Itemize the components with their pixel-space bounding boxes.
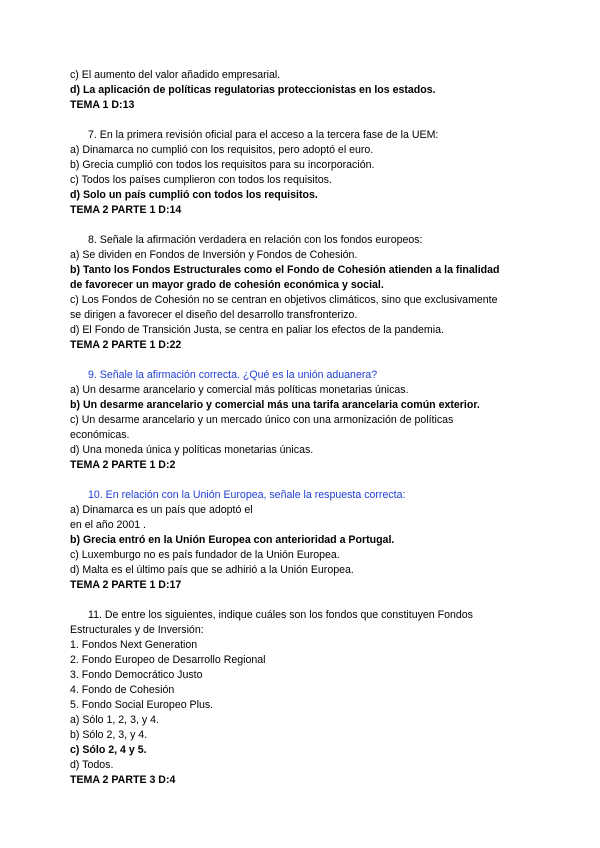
q7-option-a: a) Dinamarca no cumplió con los requisitos, pero adoptó el euro. — [70, 144, 374, 156]
q10-question: 10. En relación con la Unión Europea, señale la respuesta correcta: — [88, 489, 406, 501]
q8-option-b-correct-line1: b) Tanto los Fondos Estructurales como el Fondo de Cohesión atienden a la finalidad — [70, 264, 500, 276]
q9-option-d: d) Una moneda única y políticas monetarias únicas. — [70, 444, 314, 456]
q8-option-d: d) El Fondo de Transición Justa, se centra en paliar los efectos de la pandemia. — [70, 324, 444, 336]
prev-option-d-correct: d) La aplicación de políticas regulatorias proteccionistas en los estados. — [70, 84, 436, 96]
q9-option-b-correct: b) Un desarme arancelario y comercial más una tarifa arancelaria común exterior. — [70, 399, 480, 411]
q7-option-d-correct: d) Solo un país cumplió con todos los requisitos. — [70, 189, 318, 201]
q9-question: 9. Señale la afirmación correcta. ¿Qué es la unión aduanera? — [88, 369, 378, 381]
q11-list-item: 2. Fondo Europeo de Desarrollo Regional — [70, 654, 266, 666]
q11-list-item: 3. Fondo Democrático Justo — [70, 669, 203, 681]
q10-option-b-correct: b) Grecia entró en la Unión Europea con anterioridad a Portugal. — [70, 534, 395, 546]
prev-option-c: c) El aumento del valor añadido empresarial. — [70, 69, 281, 81]
q11-tema-label: TEMA 2 PARTE 3 D:4 — [70, 774, 176, 786]
q10-tema-label: TEMA 2 PARTE 1 D:17 — [70, 579, 182, 591]
document-content — [70, 68, 540, 788]
q9-option-c-line2: económicas. — [70, 429, 130, 441]
q8-option-c-line2: se dirigen a favorecer el diseño del desarrollo transfronterizo. — [70, 309, 358, 321]
q10-option-a-line2: en el año 2001 . — [70, 519, 146, 531]
q9-option-a: a) Un desarme arancelario y comercial más políticas monetarias únicas. — [70, 384, 409, 396]
q8-option-b-correct-line2: de favorecer un mayor grado de cohesión económica y social. — [70, 279, 384, 291]
q7-option-c: c) Todos los países cumplieron con todos los requisitos. — [70, 174, 332, 186]
q8-question: 8. Señale la afirmación verdadera en relación con los fondos europeos: — [88, 234, 423, 246]
q11-option-c-correct: c) Sólo 2, 4 y 5. — [70, 744, 147, 756]
q11-list-item: 1. Fondos Next Generation — [70, 639, 198, 651]
q8-option-c-line1: c) Los Fondos de Cohesión no se centran en objetivos climáticos, sino que exclusivamente — [70, 294, 498, 306]
q7-question: 7. En la primera revisión oficial para el acceso a la tercera fase de la UEM: — [88, 129, 439, 141]
q10-option-a-line1: a) Dinamarca es un país que adoptó el — [70, 504, 253, 516]
q11-option-a: a) Sólo 1, 2, 3, y 4. — [70, 714, 159, 726]
q7-tema-label: TEMA 2 PARTE 1 D:14 — [70, 204, 182, 216]
q9-tema-label: TEMA 2 PARTE 1 D:2 — [70, 459, 176, 471]
q11-question-line2: Estructurales y de Inversión: — [70, 624, 204, 636]
q11-list-item: 5. Fondo Social Europeo Plus. — [70, 699, 214, 711]
q11-option-b: b) Sólo 2, 3, y 4. — [70, 729, 148, 741]
q8-tema-label: TEMA 2 PARTE 1 D:22 — [70, 339, 182, 351]
prev-tema-label: TEMA 1 D:13 — [70, 99, 135, 111]
q8-option-a: a) Se dividen en Fondos de Inversión y Fondos de Cohesión. — [70, 249, 358, 261]
q11-option-d: d) Todos. — [70, 759, 114, 771]
q10-option-c: c) Luxemburgo no es país fundador de la Unión Europea. — [70, 549, 340, 561]
q11-question-line1: 11. De entre los siguientes, indique cuáles son los fondos que constituyen Fondos — [88, 609, 473, 621]
q7-option-b: b) Grecia cumplió con todos los requisitos para su incorporación. — [70, 159, 375, 171]
q10-option-d: d) Malta es el último país que se adhirió a la Unión Europea. — [70, 564, 354, 576]
q9-option-c-line1: c) Un desarme arancelario y un mercado único con una armonización de políticas — [70, 414, 454, 426]
q11-list-item: 4. Fondo de Cohesión — [70, 684, 175, 696]
